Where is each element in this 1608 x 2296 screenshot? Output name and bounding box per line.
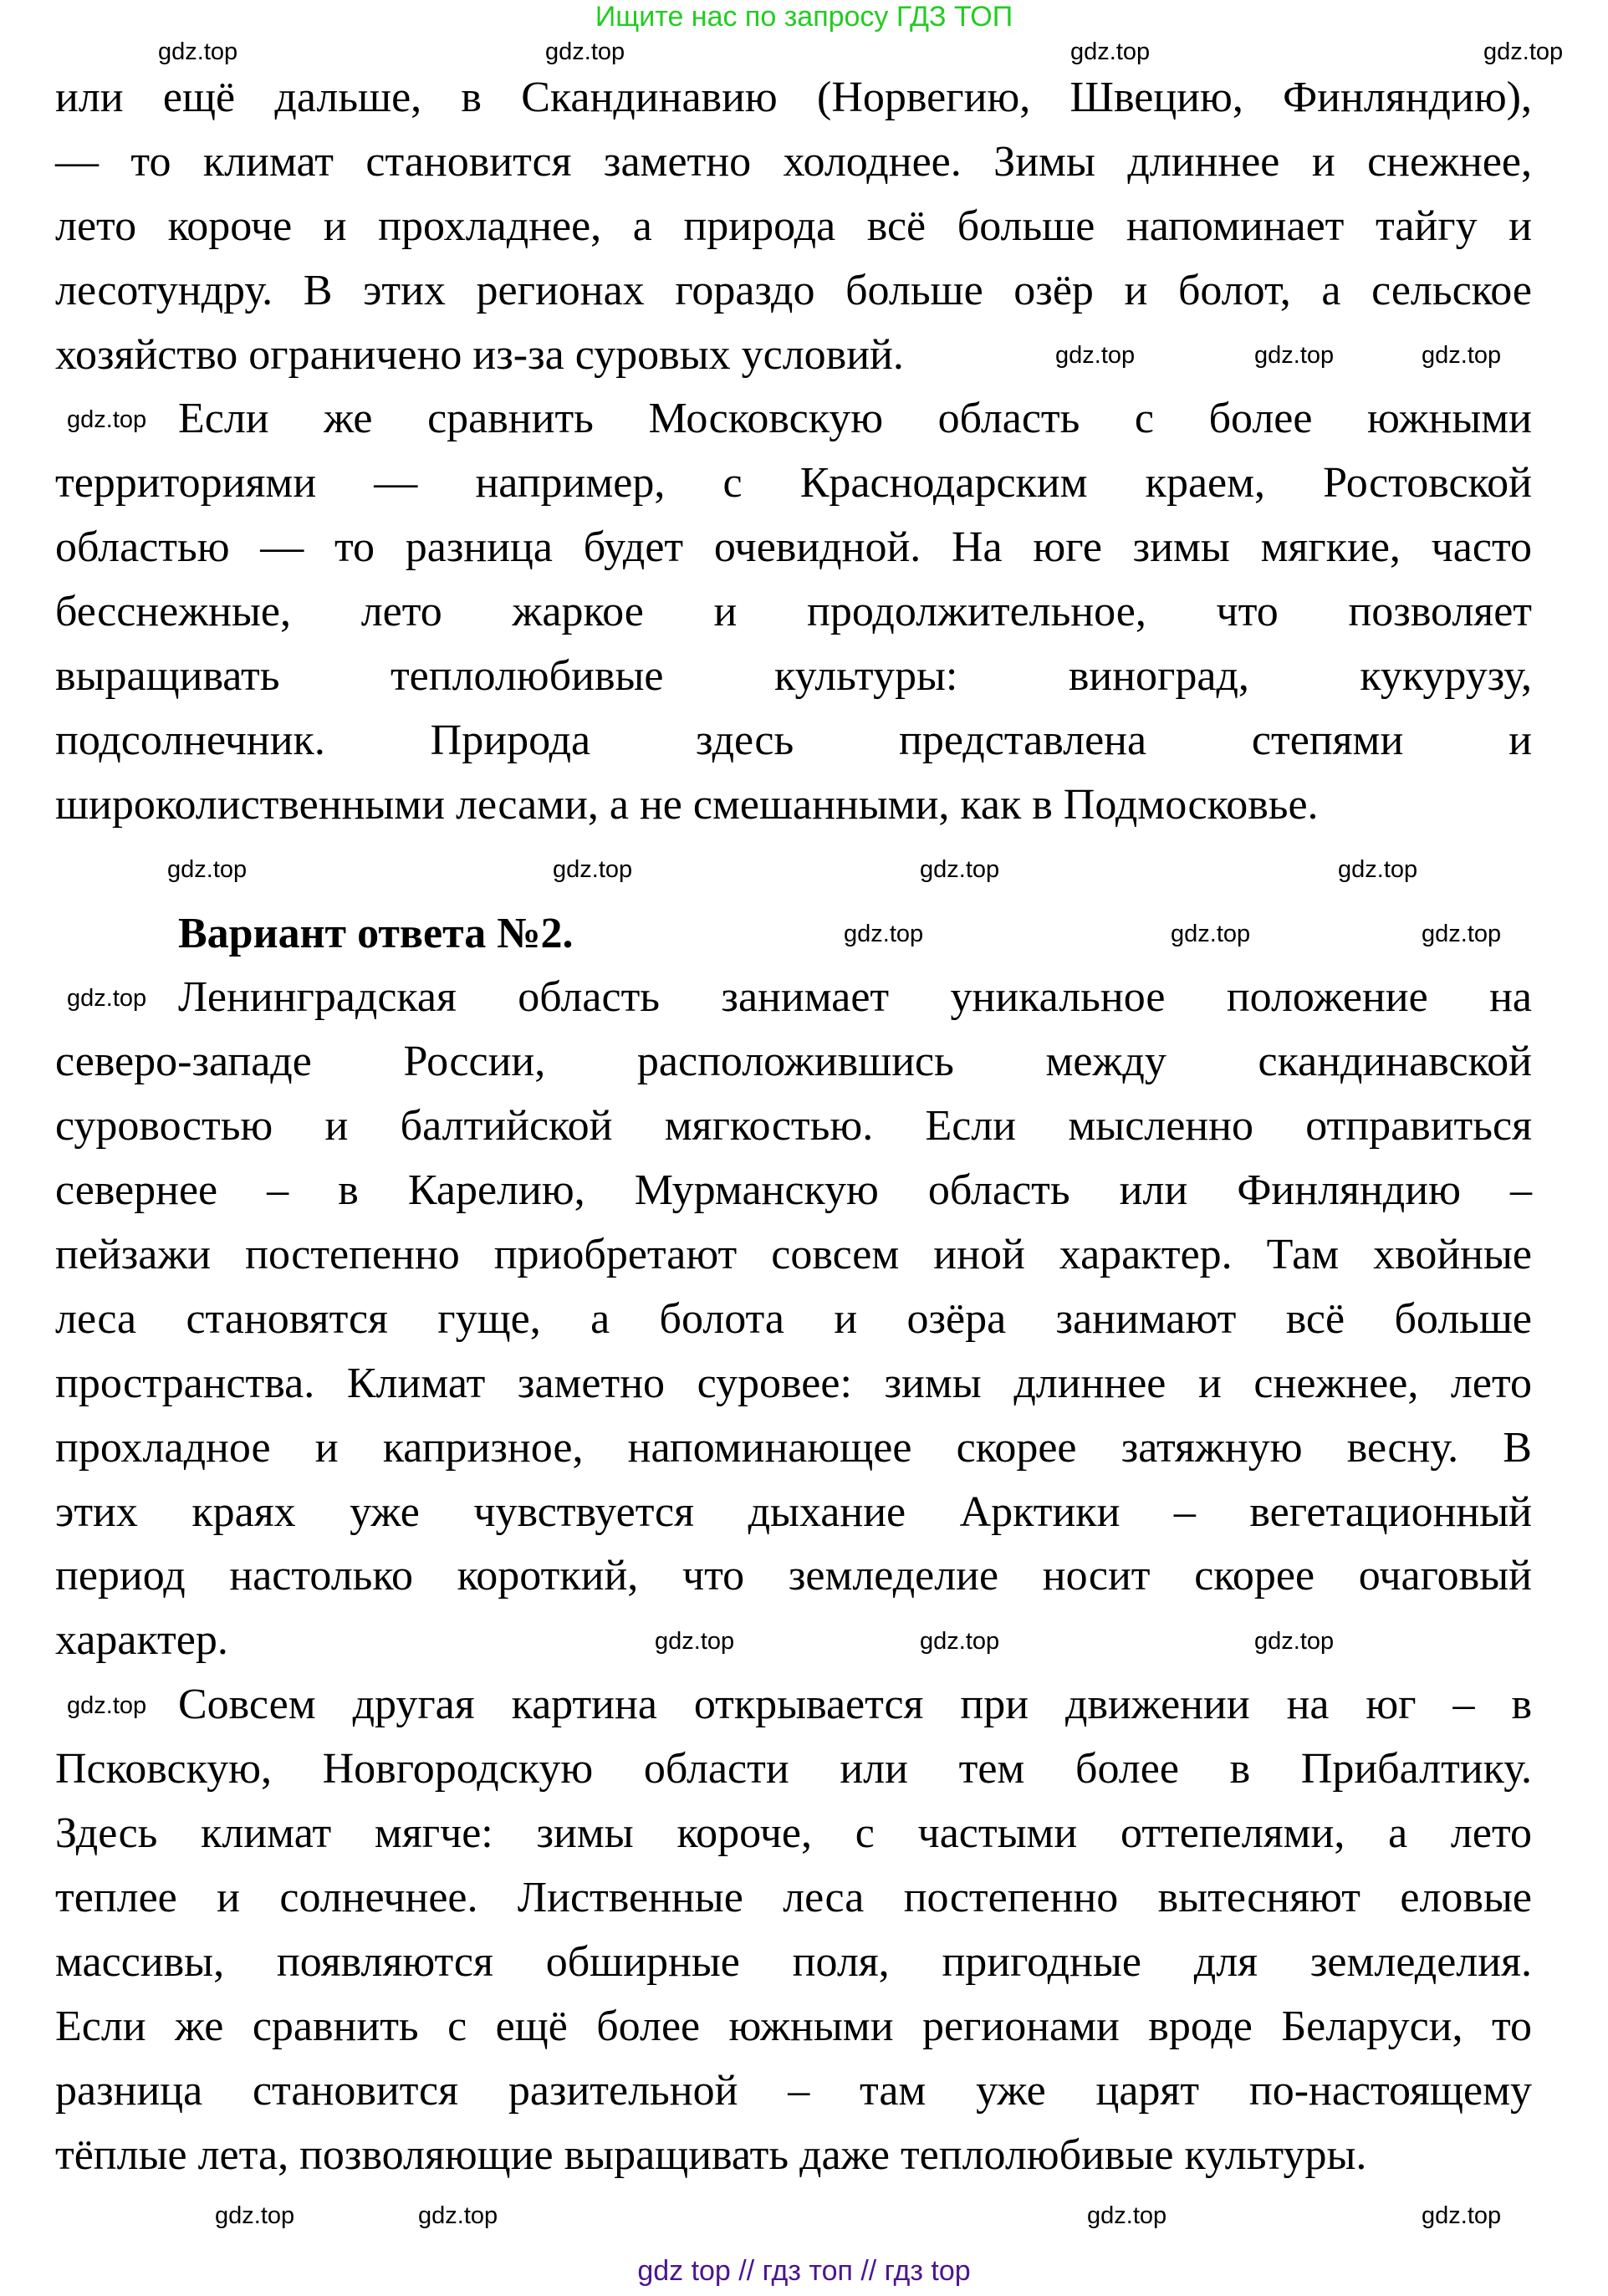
watermark-text: gdz.top xyxy=(67,406,147,433)
document-body xyxy=(55,66,1532,2187)
paragraph-line: северо-западе России, расположившись между скандинавской xyxy=(55,1038,1532,1086)
paragraph-line: Если же сравнить Московскую область с более южными xyxy=(178,395,1532,443)
watermark-text: gdz.top xyxy=(215,2202,295,2229)
watermark-text: gdz.top xyxy=(1483,38,1564,65)
paragraph-line: лесотундру. В этих регионах гораздо больше озёр и болот, а сельское xyxy=(55,266,1532,314)
watermark-text: gdz.top xyxy=(1338,856,1418,883)
watermark-text: gdz.top xyxy=(844,921,924,947)
paragraph-line: пространства. Климат заметно суровее: зимы длиннее и снежнее, лето xyxy=(55,1359,1532,1407)
paragraph-line: этих краях уже чувствуется дыхание Арктики – вегетационный xyxy=(55,1487,1532,1536)
spacer xyxy=(55,838,1532,902)
paragraph-line: — то климат становится заметно холоднее. Зимы длиннее и снежнее, xyxy=(55,137,1532,186)
paragraph-line: подсолнечник. Природа здесь представлена степями и xyxy=(55,716,1532,764)
watermark-text: gdz.top xyxy=(655,1628,735,1655)
paragraph-line: массивы, появляются обширные поля, пригодные для земледелия. xyxy=(55,1937,1532,1986)
watermark-text: gdz.top xyxy=(158,38,238,65)
watermark-text: gdz.top xyxy=(418,2202,498,2229)
paragraph-line: тёплые лета, позволяющие выращивать даже теплолюбивые культуры. xyxy=(55,2130,1367,2179)
section-heading: Вариант ответа №2. xyxy=(178,909,574,957)
watermark-text: gdz.top xyxy=(1422,921,1502,947)
watermark-text: gdz.top xyxy=(553,856,633,883)
paragraph-line: прохладное и капризное, напоминающее скорее затяжную весну. В xyxy=(55,1423,1532,1472)
watermark-text: gdz.top xyxy=(67,985,147,1012)
paragraph-line: Если же сравнить с ещё более южными регионами вроде Беларуси, то xyxy=(55,2002,1532,2050)
watermark-text: gdz.top xyxy=(67,1692,147,1719)
paragraph-line: или ещё дальше, в Скандинавию (Норвегию, Швецию, Финляндию), xyxy=(55,74,1532,121)
paragraph-line: леса становятся гуще, а болота и озёра занимают всё больше xyxy=(55,1294,1532,1343)
paragraph-line: Совсем другая картина открывается при движении на юг – в xyxy=(178,1681,1532,1729)
watermark-text: gdz.top xyxy=(545,38,625,65)
paragraph-line: разница становится разительной – там уже царят по-настоящему xyxy=(55,2066,1532,2115)
watermark-text: gdz.top xyxy=(1254,342,1335,369)
paragraph-line: бесснежные, лето жаркое и продолжительное, что позволяет xyxy=(55,588,1532,636)
paragraph-line: Ленинградская область занимает уникальное положение на xyxy=(178,973,1532,1022)
paragraph-line: суровостью и балтийской мягкостью. Если мысленно отправиться xyxy=(55,1102,1532,1151)
paragraph-line: лето короче и прохладнее, а природа всё больше напоминает тайгу и xyxy=(55,202,1532,250)
paragraph-line: широколиственными лесами, а не смешанными, как в Подмосковье. xyxy=(55,780,1319,829)
search-banner-link[interactable]: Ищите нас по запросу ГДЗ ТОП xyxy=(595,1,1013,33)
paragraph-line: хозяйство ограничено из-за суровых условий. xyxy=(55,330,904,379)
paragraph-line: территориями — например, с Краснодарским краем, Ростовской xyxy=(55,459,1532,508)
watermark-text: gdz.top xyxy=(920,856,1000,883)
paragraph-line: период настолько короткий, что земледелие носит скорее очаговый xyxy=(55,1552,1532,1600)
watermark-text: gdz.top xyxy=(920,1628,1000,1655)
watermark-text: gdz.top xyxy=(1422,342,1502,369)
footer-links[interactable]: gdz top // гдз топ // гдз top xyxy=(637,2255,971,2287)
paragraph-line: выращивать теплолюбивые культуры: виноград, кукурузу, xyxy=(55,652,1532,701)
paragraph-line: севернее – в Карелию, Мурманскую область или Финляндию – xyxy=(55,1166,1532,1215)
watermark-text: gdz.top xyxy=(1422,2202,1502,2229)
watermark-text: gdz.top xyxy=(1254,1628,1335,1655)
watermark-text: gdz.top xyxy=(1055,342,1136,369)
paragraph-line: Псковскую, Новгородскую области или тем более в Прибалтику. xyxy=(55,1745,1532,1793)
paragraph-line: характер. xyxy=(55,1616,228,1665)
paragraph-line: Здесь климат мягче: зимы короче, с частыми оттепелями, а лето xyxy=(55,1809,1532,1858)
watermark-text: gdz.top xyxy=(1087,2202,1167,2229)
watermark-text: gdz.top xyxy=(1171,921,1251,947)
paragraph-line: теплее и солнечнее. Лиственные леса постепенно вытесняют еловые xyxy=(55,1873,1532,1921)
watermark-text: gdz.top xyxy=(1070,38,1151,65)
watermark-text: gdz.top xyxy=(167,856,248,883)
paragraph-line: пейзажи постепенно приобретают совсем иной характер. Там хвойные xyxy=(55,1231,1532,1279)
paragraph-line: областью — то разница будет очевидной. На юге зимы мягкие, часто xyxy=(55,523,1532,572)
